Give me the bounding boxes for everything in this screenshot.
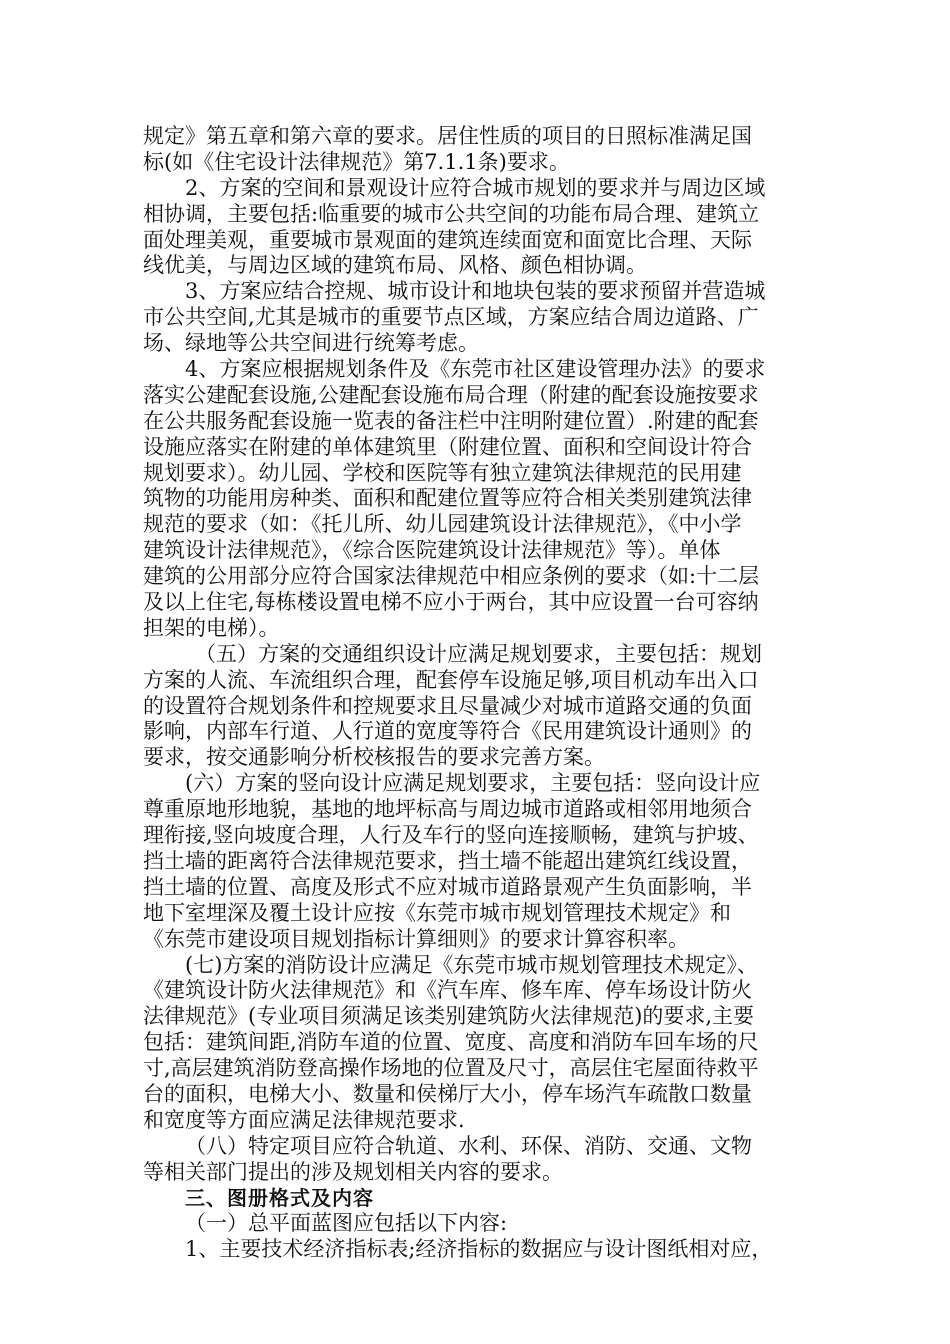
document-line: 市公共空间,尤其是城市的重要节点区域，方案应结合周边道路、广 (143, 305, 759, 330)
document-line: 落实公建配套设施,公建配套设施布局合理（附建的配套设施按要求 (143, 382, 759, 407)
document-line: 尊重原地形地貌，基地的地坪标高与周边城市道路或相邻用地须合 (143, 797, 752, 822)
document-line: 2、方案的空间和景观设计应符合城市规划的要求并与周边区域 (185, 175, 766, 200)
document-line: 设施应落实在附建的单体建筑里（附建位置、面积和空间设计符合 (143, 434, 752, 459)
document-line: 《建筑设计防火法律规范》和《汽车库、修车库、停车场设计防火 (143, 978, 752, 1003)
document-line: 规定》第五章和第六章的要求。居住性质的项目的日照标准满足国 (143, 124, 752, 148)
document-line: 标(如《住宅设计法律规范》第7.1.1条)要求。 (143, 149, 570, 174)
document-line: 等相关部门提出的涉及规划相关内容的要求。 (143, 1159, 563, 1184)
document-line: 场、绿地等公共空间进行统筹考虑。 (143, 331, 479, 356)
document-line: 法律规范》(专业项目须满足该类别建筑防火法律规范)的要求,主要 (143, 1004, 755, 1029)
document-line: 4、方案应根据规划条件及《东莞市社区建设管理办法》的要求 (185, 357, 766, 382)
document-line: 理衔接,竖向坡度合理，人行及车行的竖向连接顺畅，建筑与护坡、 (143, 823, 759, 848)
document-line: 包括：建筑间距,消防车道的位置、宽度、高度和消防车回车场的尺 (143, 1030, 759, 1055)
document-line: 寸,高层建筑消防登高操作场地的位置及尺寸，高层住宅屋面待救平 (143, 1056, 759, 1081)
document-line: (七)方案的消防设计应满足《东莞市城市规划管理技术规定》、 (185, 952, 758, 977)
document-line: 挡土墙的距离符合法律规范要求，挡土墙不能超出建筑红线设置， (143, 848, 752, 873)
document-line: 要求，按交通影响分析校核报告的要求完善方案。 (143, 745, 605, 770)
document-line: 面处理美观，重要城市景观面的建筑连续面宽和面宽比合理、天际 (143, 227, 752, 252)
document-line: 筑物的功能用房种类、面积和配建位置等应符合相关类别建筑法律 (143, 486, 752, 511)
document-line: 台的面积，电梯大小、数量和侯梯厅大小，停车场汽车疏散口数量 (143, 1081, 752, 1106)
document-line: (六）方案的竖向设计应满足规划要求，主要包括：竖向设计应 (185, 771, 761, 796)
document-line: （一）总平面蓝图应包括以下内容: (185, 1211, 508, 1236)
document-line: 1、主要技术经济指标表;经济指标的数据应与设计图纸相对应， (185, 1237, 773, 1262)
document-line: 担架的电梯）。 (143, 615, 280, 640)
document-line: 影响，内部车行道、人行道的宽度等符合《民用建筑设计通则》的 (143, 719, 752, 744)
document-line: 挡土墙的位置、高度及形式不应对城市道路景观产生负面影响，半 (143, 874, 752, 899)
document-line: 的设置符合规划条件和控规要求且尽量减少对城市道路交通的负面 (143, 693, 752, 718)
document-body (143, 124, 843, 1263)
document-line: 相协调，主要包括:临重要的城市公共空间的功能布局合理、建筑立 (143, 201, 760, 226)
document-line: 3、方案应结合控规、城市设计和地块包装的要求预留并营造城 (185, 279, 766, 304)
document-line: 在公共服务配套设施一览表的备注栏中注明附建位置）.附建的配套 (143, 408, 759, 433)
document-line: （五）方案的交通组织设计应满足规划要求，主要包括：规划 (195, 641, 762, 666)
document-line: 和宽度等方面应满足法律规范要求. (143, 1107, 465, 1132)
document-line: 《东莞市建设项目规划指标计算细则》的要求计算容积率。 (143, 926, 689, 951)
document-line: 及以上住宅,每栋楼设置电梯不应小于两台，其中应设置一台可容纳 (143, 590, 759, 615)
document-line: 规划要求）。幼儿园、学校和医院等有独立建筑法律规范的民用建 (143, 460, 742, 485)
document-line: 建筑的公用部分应符合国家法律规范中相应条例的要求（如:十二层 (143, 564, 760, 589)
document-line: 建筑设计法律规范》，《综合医院建筑设计法律规范》等）。单体 (143, 538, 721, 563)
document-line: （八）特定项目应符合轨道、水利、环保、消防、交通、文物 (185, 1133, 752, 1158)
document-line: 规范的要求（如：《托儿所、幼儿园建筑设计法律规范》，《中小学 (143, 512, 742, 537)
section-heading: 三、图册格式及内容 (185, 1185, 374, 1210)
document-line: 线优美，与周边区域的建筑布局、风格、颜色相协调。 (143, 253, 647, 278)
document-line: 地下室埋深及覆土设计应按《东莞市城市规划管理技术规定》和 (143, 900, 731, 925)
document-line: 方案的人流、车流组织合理，配套停车设施足够,项目机动车出入口 (143, 667, 759, 692)
